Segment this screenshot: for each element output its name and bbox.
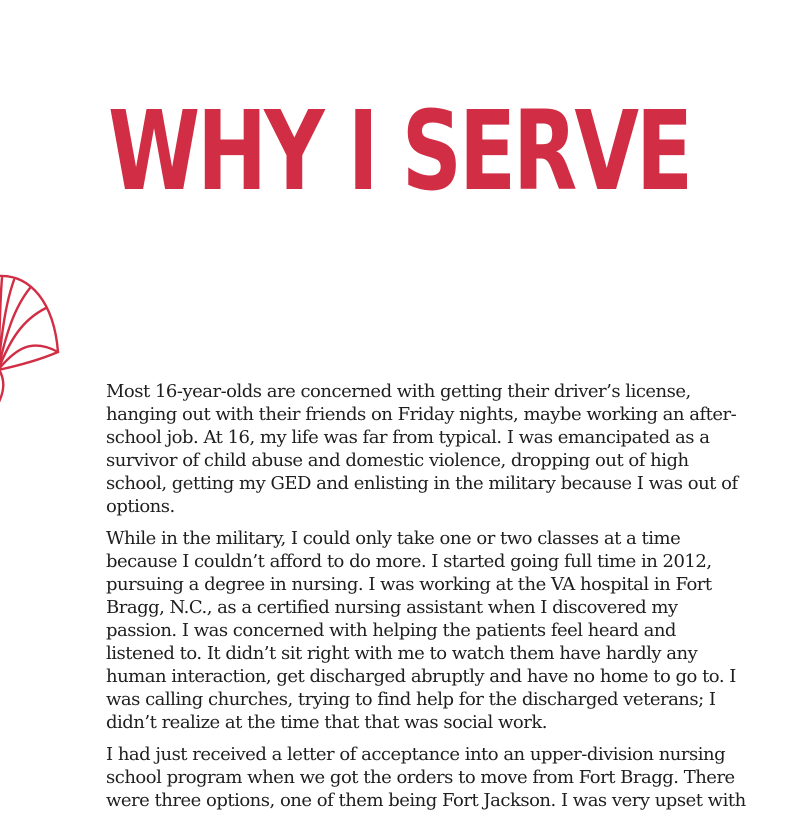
- paragraph-2: While in the military, I could only take one or two classes at a time because I couldn’t afford to do more. I started going full time in 2012, pursuing a degree in nursing. I was working at the VA hospital in Fort Bragg, N.C., as a certified nursing assistant when I discovered my passion. I was concerned with helping the patients feel heard and listened to. It didn’t sit right with me to watch them have hardly any human interaction, get discharged abruptly and have no home to go to. I was calling churches, trying to find help for the discharged veterans; I didn’t realize at the time that that was social work.: [106, 528, 736, 733]
- page-title: WHY I SERVE: [108, 87, 691, 215]
- fan-flower-icon: [0, 268, 60, 406]
- article-body: [106, 380, 746, 821]
- paragraph-3: I had just received a letter of acceptance into an upper-division nursing school program when we got the orders to move from Fort Bragg. There were three options, one of them being Fort Jackson. I was very upset with: [106, 744, 746, 811]
- paragraph-1: Most 16-year-olds are concerned with getting their driver’s license, hanging out with their friends on Friday nights, maybe working an after-school job. At 16, my life was far from typical. I was emancipated as a survivor of child abuse and domestic violence, dropping out of high school, getting my GED and enlisting in the military because I was out of options.: [106, 381, 738, 517]
